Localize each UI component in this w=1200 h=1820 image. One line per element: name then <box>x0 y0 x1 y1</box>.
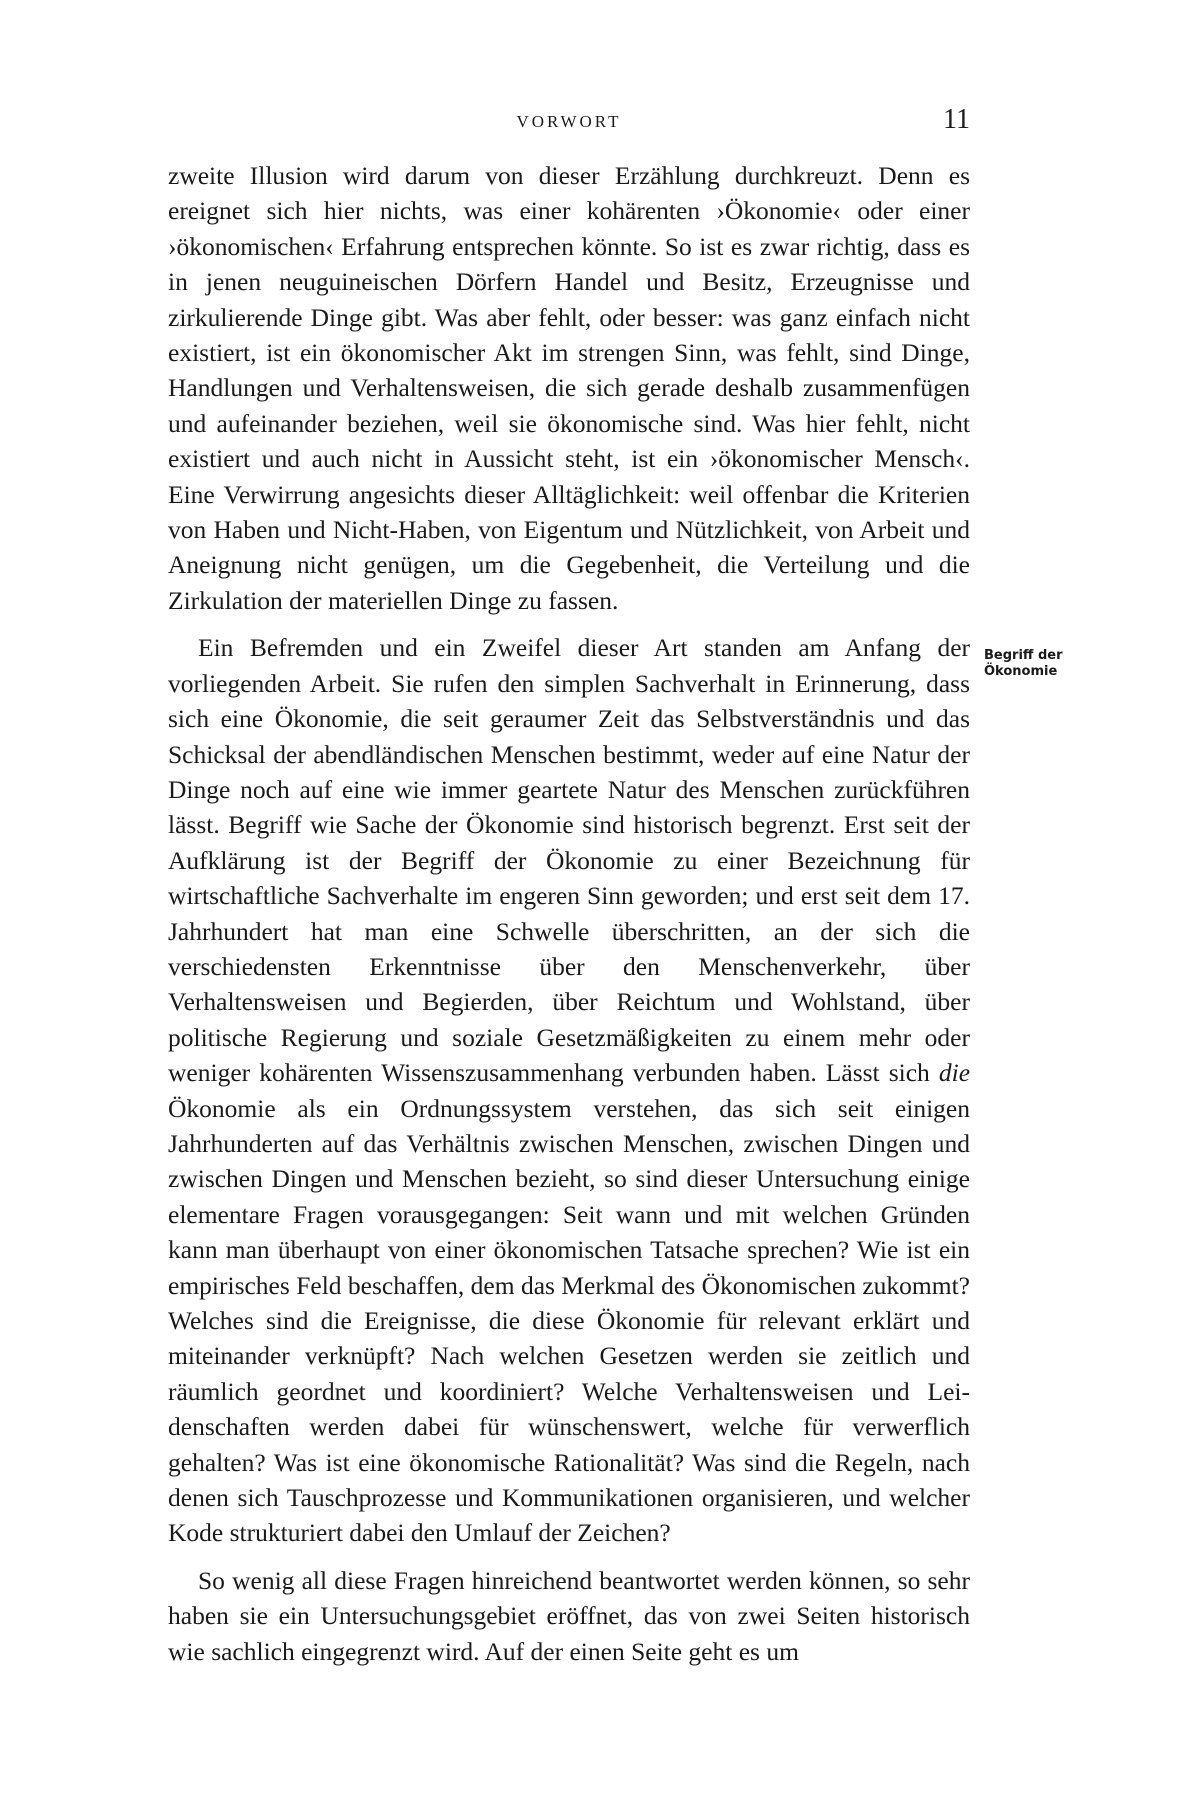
paragraph-2-part-3: Ökonomie als ein Ordnungssystem verstehen, das sich seit einigen Jahrhunderten auf das Verhältnis zwischen Menschen, zwischen Dingen und zwischen Dingen und Menschen bezieht, so sind dieser Untersuchung einige elementare Fragen vorausgegangen: Seit wann und mit welchen Gründen kann man überhaupt von einer ökonomischen Tatsache sprechen? Wie ist ein empirisches Feld beschaffen, dem das Merkmal des Ökonomischen zukommt? Welches sind die Ereignisse, die diese Ökonomie für relevant erklärt und miteinander verknüpft? Nach welchen Gesetzen werden sie zeitlich und räumlich geordnet und koordiniert? Welche Verhaltensweisen und Leidenschaften werden dabei für wünschenswert, welche für verwerflich gehalten? Was ist eine ökonomische Rationalität? Was sind die Regeln, nach denen sich Tauschprozesse und Kommunikationen organisieren, und welcher Kode strukturiert dabei den Umlauf der Zeichen? <box>168 1093 970 1548</box>
emphasized-word: die <box>938 1058 971 1088</box>
running-title: VORWORT <box>516 112 622 131</box>
running-header <box>168 104 970 144</box>
margin-note <box>984 648 1104 680</box>
paragraph-1: zweite Illusion wird darum von dieser Erzählung durchkreuzt. Denn es ereignet sich hier nichts, was einer kohärenten ›Ökonomie‹ oder einer ›ökonomischen‹ Erfahrung entsprechen könnte. So ist es zwar richtig, dass es in jenen neuguineischen Dörfern Handel und Besitz, Erzeugnisse und zirkulierende Dinge gibt. Was aber fehlt, oder besser: was ganz einfach nicht existiert, ist ein ökonomischer Akt im strengen Sinn, was fehlt, sind Dinge, Handlungen und Verhaltensweisen, die sich gerade deshalb zusammenfügen und aufeinander beziehen, weil sie ökonomische sind. Was hier fehlt, nicht existiert und auch nicht in Aussicht steht, ist ein ›ökonomischer Mensch‹. Eine Verwirrung angesichts dieser Alltäglichkeit: weil offenbar die Kriterien von Haben und Nicht-Haben, von Eigentum und Nützlichkeit, von Arbeit und Aneignung nicht genügen, um die Gegebenheit, die Verteilung und die Zirkulation der materiellen Dinge zu fassen. <box>168 161 970 615</box>
page-number: 11 <box>943 104 970 135</box>
margin-note-line-1: Begriff der <box>984 648 1063 663</box>
margin-note-line-2: Ökonomie <box>984 664 1058 679</box>
paragraph-2-part-1: Ein Befremden und ein Zweifel dieser Art standen am Anfang der vorliegenden Arbeit. Sie rufen den simplen Sachverhalt in Erinnerung, dass sich eine Ökonomie, die seit geraumer Zeit das Selbstverständnis und das Schicksal der abendländischen Menschen bestimmt, weder auf eine Natur der Dinge noch auf eine wie immer geartete Natur des Menschen zurückführen lässt. Begriff wie Sache der Ökonomie sind historisch begrenzt. Erst seit der Aufklärung ist der Begriff der Ökonomie zu einer Bezeichnung für wirtschaftliche Sachverhalte im engeren Sinn geworden; und erst seit dem 17. Jahrhundert hat man eine Schwelle überschritten, an der sich die verschiedensten Erkenntnisse über den Menschenverkehr, über Verhaltensweisen und Begierden, über Reichtum und Wohlstand, über politische Regierung und soziale Gesetzmäßigkeiten zu einem mehr oder weniger kohärenten Wissenszusammenhang verbunden haben. <box>168 633 970 1088</box>
paragraph-2 <box>168 630 970 1551</box>
paragraph-3: So wenig all diese Fragen hinreichend beantwortet werden können, so sehr haben sie ein Untersuchungsgebiet eröffnet, das von zwei Seiten historisch wie sachlich eingegrenzt wird. Auf der einen Seite geht es um <box>168 1565 970 1666</box>
body-text <box>168 158 970 1669</box>
paragraph-2-part-2: Lässt sich <box>825 1058 930 1088</box>
